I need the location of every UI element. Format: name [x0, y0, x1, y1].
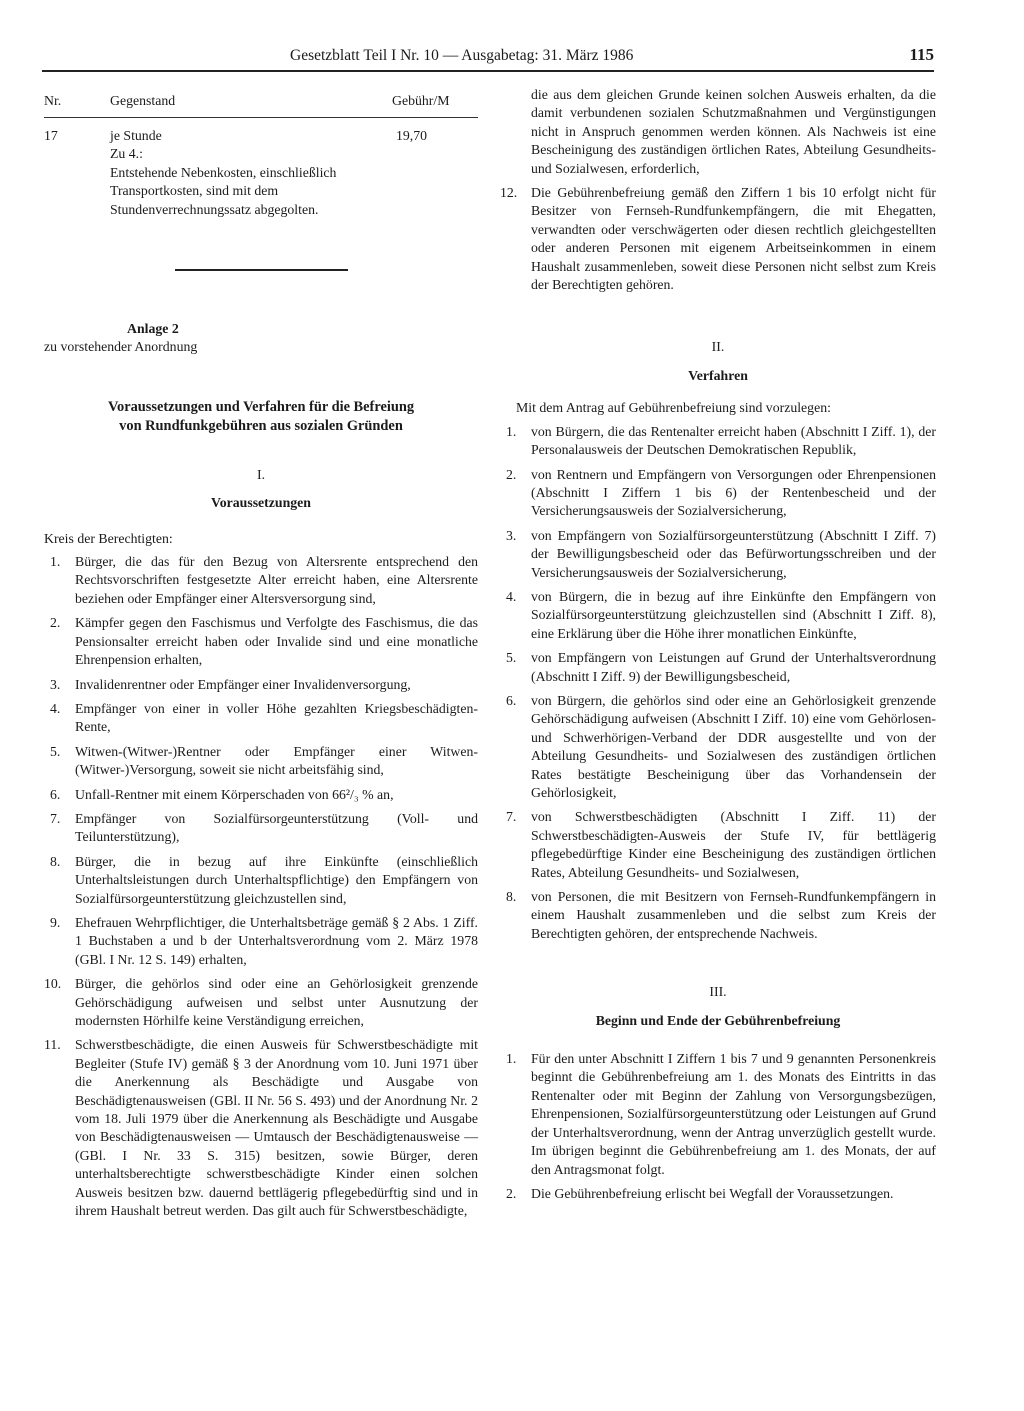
list-item: 2. Kämpfer gegen den Faschismus und Verfolgte des Faschismus, die das Pensionsalter erreicht haben oder Invalide sind und eine monatliche Ehrenpension erhalten,: [50, 615, 478, 668]
list-item: 12. Die Gebührenbefreiung gemäß den Ziffern 1 bis 10 erfolgt nicht für Besitzer von Fernseh-Rundfunkempfängern, die mit Ehegatten, verwandten oder verschwägerten oder diesen rechtlich gleichgestellten oder anderen Personen mit eigenem Arbeitseinkommen in einem Haushalt zusammenleben, soweit diese Personen nicht selbst zum Kreis der Berechtigten gehören.: [500, 185, 936, 293]
section2-intro: Mit dem Antrag auf Gebührenbefreiung sind vorzulegen:: [516, 400, 831, 416]
list-item: 2. Die Gebührenbefreiung erlischt bei Wegfall der Voraussetzungen.: [506, 1185, 894, 1201]
header-rule: [42, 70, 934, 72]
section1-title: Voraussetzungen: [211, 495, 311, 511]
list-item: 1. Für den unter Abschnitt I Ziffern 1 bis 7 und 9 genannten Personenkreis beginnt die Gebührenbefreiung am 1. des Monats des Eintritts in das Rentenalter oder mit Beginn der Zahlung von Versorgungsbezügen, Ehrenpensionen, Sozialfürsorgeunterstützung oder Leistungen auf Grund der Unterhaltsverordnung, wenn der Antrag unverzüglich gestellt wurde. Im übrigen beginnt die Gebührenbefreiung am 1. des Monats, der auf den Antragsmonat folgt.: [506, 1051, 936, 1177]
list-item: 3. Invalidenrentner oder Empfänger einer Invalidenversorgung,: [50, 676, 411, 692]
row-nr: 17: [44, 128, 58, 143]
list-item: 3. von Empfängern von Sozialfürsorgeunterstützung (Abschnitt I Ziff. 7) der Bewilligungsbescheid oder das Befürwortungsschreiben und der Versicherungsausweis der Sozialversicherung,: [506, 527, 936, 580]
section1-numeral: I.: [256, 466, 266, 482]
list-item: 4. von Bürgern, die in bezug auf ihre Einkünfte den Empfängern von Sozialfürsorgeunterstützung gleichzustellen sind (Abschnitt I Ziff. 8), eine Erklärung über die Höhe ihrer monatlichen Einkünfte,: [506, 588, 936, 641]
table-row: [44, 127, 478, 219]
note-label: Zu 4.:: [110, 146, 143, 162]
list-item-continuation: die aus dem gleichen Grunde keinen solchen Ausweis erhalten, da die damit verbundenen sozialen Schutzmaßnahmen und Vergünstigungen nicht in Anspruch genommen werden können. Als Nachweis ist eine Bescheinigung des zuständigen örtlichen Rates, Abteilung Gesundheits- und Sozialwesen, erforderlich,: [531, 87, 936, 176]
main-heading: [44, 398, 478, 436]
list-item: 1. Bürger, die das für den Bezug von Altersrente entsprechend den Rechtsvorschriften festgesetzte Alter erreicht haben, eine Altersrente beziehen oder Empfänger einer Altersversorgung sind,: [50, 554, 478, 606]
col-nr-header: Nr.: [44, 93, 62, 108]
section1-list-continued: [500, 86, 936, 294]
main-heading-line2: von Rundfunkgebühren aus sozialen Gründen: [119, 417, 403, 434]
fee-table: [44, 80, 478, 219]
list-item: 7. Empfänger von Sozialfürsorgeunterstützung (Voll- und Teilunterstützung),: [50, 810, 478, 845]
list-item: 8. von Personen, die mit Besitzern von Fernseh-Rundfunkempfängern in einem Haushalt zusammenleben und die selbst zum Kreis der Berechtigten gehören, der entsprechende Nachweis.: [506, 889, 936, 941]
list-item: 5. von Empfängern von Leistungen auf Grund der Unterhaltsverordnung (Abschnitt I Ziff. 9) der Bewilligungsbescheid,: [506, 650, 936, 684]
gazette-title: Gesetzblatt Teil I Nr. 10 — Ausgabetag: 31. März 1986: [290, 47, 634, 64]
section-divider: [175, 269, 348, 271]
list-item: 2. von Rentnern und Empfängern von Versorgungen oder Ehrenpensionen (Abschnitt I Ziffern 1 bis 6) der Rentenbescheid und der Versicherungsausweis der Sozialversicherung,: [506, 466, 936, 519]
list-item: 4. Empfänger von einer in voller Höhe gezahlten Kriegsbeschädigten-Rente,: [50, 700, 478, 735]
anlage-subtitle: zu vorstehender Anordnung: [44, 339, 198, 355]
row-fee: 19,70: [396, 128, 428, 143]
list-item: 6. Unfall-Rentner mit einem Körperschaden von 66²/₃ % an,: [50, 786, 394, 802]
list-item: 11. Schwerstbeschädigte, die einen Ausweis für Schwerstbeschädigte mit Begleiter (Stufe IV) gemäß § 3 der Anordnung vom 10. Juni 1971 über die Anerkennung als Beschädigte und Ausgabe von Beschädigtenausweisen (GBl. II Nr. 56 S. 493) und der Anordnung Nr. 2 vom 18. Juli 1979 über die Anerkennung als Beschädigte und Ausgabe von Beschädigtenausweisen — Umtausch der Beschädigtenausweise — (GBl. I Nr. 33 S. 315) besitzen, sowie Bürger, deren unterhaltsberechtigte schwerstbeschädigte Kinder einen solchen Ausweis besitzen bzw. dauernd bettlägerig pflegebedürftig sind und in ihrem Haushalt betreut werden. Das gilt auch für Schwerstbeschädigte,: [44, 1037, 478, 1219]
list-item: 9. Ehefrauen Wehrpflichtiger, die Unterhaltsbeträge gemäß § 2 Abs. 1 Ziff. 1 Buchstaben a und b der Unterhaltsverordnung vom 2. März 1978 (GBl. I Nr. 12 S. 149) erhalten,: [50, 914, 478, 967]
col-subject-header: Gegenstand: [110, 93, 176, 108]
section2-title: Verfahren: [688, 367, 748, 383]
page-header: [42, 44, 934, 70]
section2-numeral: II.: [711, 339, 725, 355]
right-column: [500, 86, 936, 1203]
list-item: 1. von Bürgern, die das Rentenalter erreicht haben (Abschnitt I Ziff. 1), der Personalausweis der Deutschen Demokratischen Republik,: [506, 423, 936, 458]
list-item: 10. Bürger, die gehörlos sind oder eine an Gehörlosigkeit grenzende Gehörschädigung aufweisen und selbst unter Ausnutzung der modernsten Hörhilfe keine Verständigung erreichen,: [44, 976, 478, 1028]
row-subject: je Stunde: [110, 128, 162, 143]
left-column: [44, 80, 478, 1220]
list-item: 7. von Schwerstbeschädigten (Abschnitt I Ziff. 11) der Schwerstbeschädigten-Ausweis der Stufe IV, für bettlägerig pflegebedürftige Kinder eine Bescheinigung des zuständigen örtlichen Rates, Abteilung Gesundheits- und Sozialwesen,: [506, 809, 936, 880]
section3-title: Beginn und Ende der Gebührenbefreiung: [595, 1012, 841, 1028]
page-number: 115: [909, 45, 934, 64]
section1-intro: Kreis der Berechtigten:: [44, 530, 173, 546]
list-item: 8. Bürger, die in bezug auf ihre Einkünfte (einschließlich Unterhaltsleistungen durch Unterhaltspflichtige) den Empfängern von Sozialfürsorgeunterstützung gleichzustellen sind,: [50, 853, 478, 906]
list-item: 6. von Bürgern, die gehörlos sind oder eine an Gehörlosigkeit grenzende Gehörschädigung aufweisen (Abschnitt I Ziff. 10) eine vom Gehörlosen- und Schwerhörigen-Verband der DDR ausgestellte und von der Abteilung Gesundheits- und Sozialwesen des zuständigen örtlichen Rates bestätigte Bescheinigung über das Vorhandensein der Gehörlosigkeit,: [506, 692, 936, 800]
col-fee-header: Gebühr/M: [392, 93, 450, 108]
table-rule: [44, 117, 478, 118]
anlage-title: Anlage 2: [127, 321, 179, 337]
section1-list: [44, 553, 478, 1220]
section3-list: [500, 1050, 936, 1203]
fee-table-header: [44, 80, 478, 108]
note-text: Entstehende Nebenkosten, einschließlich Transportkosten, sind mit dem Stundenverrechnungssatz abgegolten.: [110, 164, 337, 217]
list-item: 5. Witwen-(Witwer-)Rentner oder Empfänger einer Witwen-(Witwer-)Versorgung, soweit sie nicht arbeitsfähig sind,: [50, 743, 478, 778]
main-heading-line1: Voraussetzungen und Verfahren für die Befreiung: [107, 398, 415, 415]
section2-list: [500, 423, 936, 944]
section3-numeral: III.: [709, 984, 727, 1000]
